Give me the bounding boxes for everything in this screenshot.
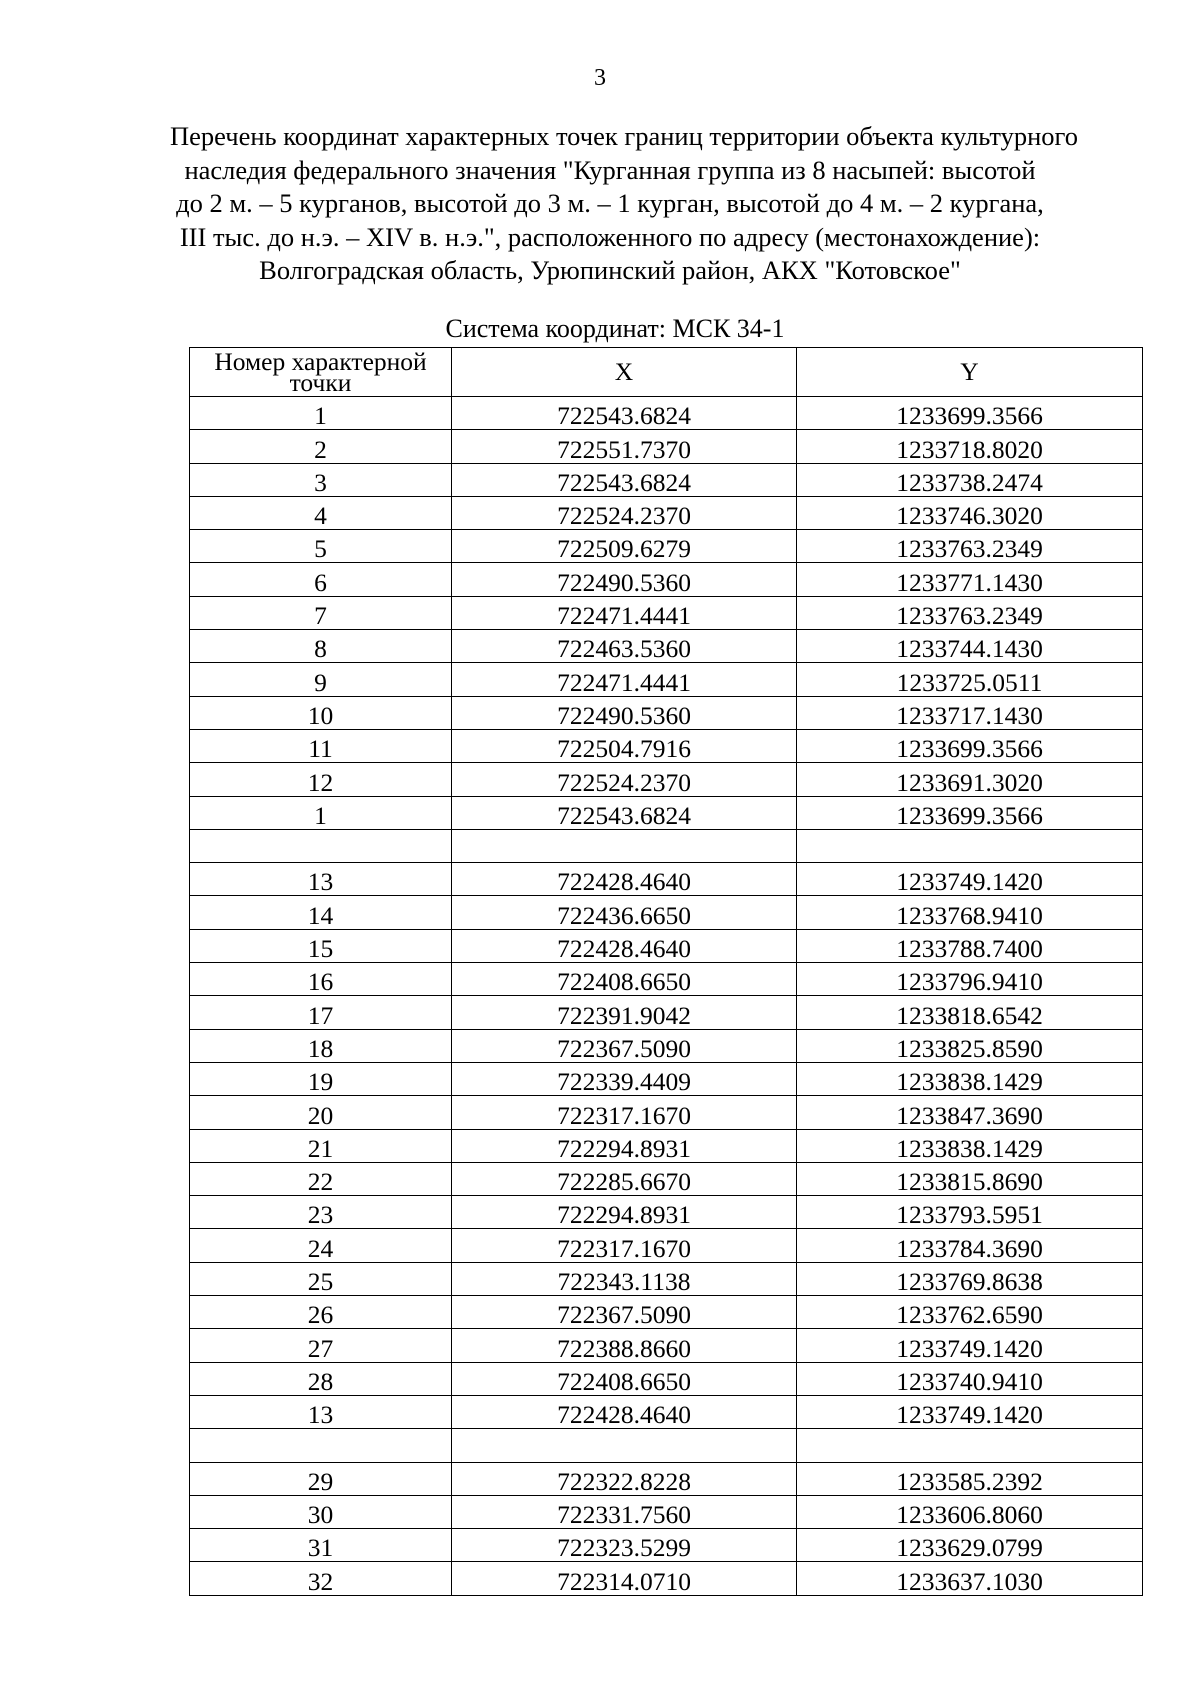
x-coordinate-cell: 722323.5299 (452, 1529, 797, 1562)
table-row (190, 530, 1143, 563)
table-row (190, 1029, 1143, 1062)
point-number-cell: 7 (190, 596, 452, 629)
x-coordinate-cell: 722463.5360 (452, 630, 797, 663)
table-row (190, 1462, 1143, 1495)
table-row (190, 1562, 1143, 1595)
x-coordinate-cell: 722294.8931 (452, 1196, 797, 1229)
point-number-cell: 8 (190, 630, 452, 663)
y-coordinate-cell: 1233818.6542 (797, 996, 1143, 1029)
y-coordinate-cell: 1233788.7400 (797, 929, 1143, 962)
y-coordinate-cell: 1233768.9410 (797, 896, 1143, 929)
point-number-cell: 23 (190, 1196, 452, 1229)
table-row (190, 563, 1143, 596)
point-number-cell: 20 (190, 1096, 452, 1129)
point-number-cell: 25 (190, 1262, 452, 1295)
point-number-cell: 17 (190, 996, 452, 1029)
x-coordinate-cell: 722317.1670 (452, 1229, 797, 1262)
table-row (190, 496, 1143, 529)
x-coordinate-cell: 722428.4640 (452, 929, 797, 962)
title-line: Перечень координат характерных точек границ территории объекта культурного (170, 121, 1078, 151)
table-body (190, 397, 1143, 1596)
table-row (190, 696, 1143, 729)
table-row (190, 463, 1143, 496)
x-coordinate-cell: 722408.6650 (452, 1362, 797, 1395)
point-number-header-line1: Номер характерной (214, 347, 427, 376)
coordinate-system-label: Система координат: МСК 34-1 (445, 314, 785, 343)
point-number-cell: 13 (190, 1395, 452, 1428)
x-coordinate-cell: 722388.8660 (452, 1329, 797, 1362)
y-coordinate-cell (797, 829, 1143, 862)
point-number-cell: 14 (190, 896, 452, 929)
point-number-header (190, 348, 452, 397)
x-coordinate-cell: 722471.4441 (452, 663, 797, 696)
point-number-cell: 2 (190, 430, 452, 463)
table-row (190, 1162, 1143, 1195)
table-row (190, 963, 1143, 996)
table-row (190, 397, 1143, 430)
y-coordinate-cell: 1233796.9410 (797, 963, 1143, 996)
point-number-cell: 21 (190, 1129, 452, 1162)
x-coordinate-cell: 722543.6824 (452, 463, 797, 496)
x-coordinate-cell: 722322.8228 (452, 1462, 797, 1495)
x-coordinate-cell (452, 1429, 797, 1462)
y-coordinate-cell: 1233585.2392 (797, 1462, 1143, 1495)
point-number-cell: 29 (190, 1462, 452, 1495)
table-row (190, 1096, 1143, 1129)
table-row (190, 796, 1143, 829)
y-coordinate-cell: 1233691.3020 (797, 763, 1143, 796)
point-number-cell: 1 (190, 397, 452, 430)
x-coordinate-cell: 722391.9042 (452, 996, 797, 1029)
table-row (190, 1296, 1143, 1329)
x-coordinate-cell: 722490.5360 (452, 563, 797, 596)
table-row (190, 1395, 1143, 1428)
point-number-cell: 10 (190, 696, 452, 729)
y-coordinate-cell: 1233838.1429 (797, 1129, 1143, 1162)
x-coordinate-cell: 722314.0710 (452, 1562, 797, 1595)
point-number-cell: 30 (190, 1495, 452, 1528)
y-coordinate-cell: 1233784.3690 (797, 1229, 1143, 1262)
point-number-cell: 4 (190, 496, 452, 529)
table-row (190, 630, 1143, 663)
title-line: наследия федерального значения "Курганная группа из 8 насыпей: высотой (184, 154, 1036, 185)
table-row (190, 1362, 1143, 1395)
y-coordinate-cell: 1233699.3566 (797, 729, 1143, 762)
x-coordinate-cell: 722331.7560 (452, 1495, 797, 1528)
point-number-cell: 9 (190, 663, 452, 696)
table-row (190, 1329, 1143, 1362)
x-coordinate-cell: 722428.4640 (452, 1395, 797, 1428)
x-coordinate-cell: 722367.5090 (452, 1029, 797, 1062)
point-number-cell: 1 (190, 796, 452, 829)
point-number-cell: 32 (190, 1562, 452, 1595)
x-header: X (452, 348, 797, 397)
title-line: до 2 м. – 5 курганов, высотой до 3 м. – 1 курган, высотой до 4 м. – 2 кургана, (176, 188, 1044, 218)
x-coordinate-cell: 722343.1138 (452, 1262, 797, 1295)
y-coordinate-cell: 1233718.8020 (797, 430, 1143, 463)
point-number-cell: 16 (190, 963, 452, 996)
y-coordinate-cell: 1233825.8590 (797, 1029, 1143, 1062)
y-coordinate-cell: 1233769.8638 (797, 1262, 1143, 1295)
table-row (190, 996, 1143, 1029)
y-coordinate-cell: 1233746.3020 (797, 496, 1143, 529)
table-row (190, 663, 1143, 696)
point-number-cell: 24 (190, 1229, 452, 1262)
point-number-cell (190, 829, 452, 862)
x-coordinate-cell: 722471.4441 (452, 596, 797, 629)
y-coordinate-cell: 1233763.2349 (797, 530, 1143, 563)
y-coordinate-cell: 1233815.8690 (797, 1162, 1143, 1195)
y-coordinate-cell: 1233749.1420 (797, 1395, 1143, 1428)
x-coordinate-cell: 722490.5360 (452, 696, 797, 729)
x-coordinate-cell: 722294.8931 (452, 1129, 797, 1162)
table-row (190, 729, 1143, 762)
y-coordinate-cell: 1233744.1430 (797, 630, 1143, 663)
table-row (190, 929, 1143, 962)
table-row (190, 1529, 1143, 1562)
table-row (190, 863, 1143, 896)
x-coordinate-cell: 722408.6650 (452, 963, 797, 996)
y-coordinate-cell: 1233771.1430 (797, 563, 1143, 596)
point-number-cell: 19 (190, 1062, 452, 1095)
coordinates-table (189, 347, 1143, 1596)
point-number-cell: 22 (190, 1162, 452, 1195)
y-coordinate-cell: 1233763.2349 (797, 596, 1143, 629)
point-number-cell (190, 1429, 452, 1462)
x-coordinate-cell (452, 829, 797, 862)
point-number-header-line2: точки (289, 368, 352, 397)
x-coordinate-cell: 722367.5090 (452, 1296, 797, 1329)
y-coordinate-cell: 1233749.1420 (797, 863, 1143, 896)
table-row (190, 596, 1143, 629)
point-number-cell: 18 (190, 1029, 452, 1062)
y-coordinate-cell: 1233847.3690 (797, 1096, 1143, 1129)
table-row (190, 1062, 1143, 1095)
table-row (190, 1196, 1143, 1229)
table-header-row (190, 348, 1143, 397)
document-title (170, 120, 1078, 288)
table-row (190, 430, 1143, 463)
point-number-cell: 12 (190, 763, 452, 796)
y-coordinate-cell: 1233738.2474 (797, 463, 1143, 496)
x-coordinate-cell: 722524.2370 (452, 763, 797, 796)
point-number-cell: 11 (190, 729, 452, 762)
y-coordinate-cell: 1233637.1030 (797, 1562, 1143, 1595)
table-row (190, 1229, 1143, 1262)
table-row (190, 896, 1143, 929)
y-coordinate-cell: 1233762.6590 (797, 1296, 1143, 1329)
x-coordinate-cell: 722509.6279 (452, 530, 797, 563)
y-coordinate-cell: 1233740.9410 (797, 1362, 1143, 1395)
table-row (190, 1429, 1143, 1462)
y-coordinate-cell: 1233749.1420 (797, 1329, 1143, 1362)
x-coordinate-cell: 722543.6824 (452, 796, 797, 829)
x-coordinate-cell: 722543.6824 (452, 397, 797, 430)
y-coordinate-cell: 1233699.3566 (797, 796, 1143, 829)
y-coordinate-cell: 1233838.1429 (797, 1062, 1143, 1095)
y-coordinate-cell (797, 1429, 1143, 1462)
point-number-cell: 5 (190, 530, 452, 563)
y-coordinate-cell: 1233717.1430 (797, 696, 1143, 729)
point-number-cell: 3 (190, 463, 452, 496)
x-coordinate-cell: 722524.2370 (452, 496, 797, 529)
point-number-cell: 27 (190, 1329, 452, 1362)
point-number-cell: 28 (190, 1362, 452, 1395)
point-number-cell: 31 (190, 1529, 452, 1562)
x-coordinate-cell: 722504.7916 (452, 729, 797, 762)
table-row (190, 763, 1143, 796)
page-number: 3 (594, 65, 606, 91)
point-number-cell: 15 (190, 929, 452, 962)
y-coordinate-cell: 1233606.8060 (797, 1495, 1143, 1528)
x-coordinate-cell: 722317.1670 (452, 1096, 797, 1129)
table-row (190, 1129, 1143, 1162)
table-row (190, 829, 1143, 862)
table-row (190, 1262, 1143, 1295)
x-coordinate-cell: 722428.4640 (452, 863, 797, 896)
point-number-cell: 6 (190, 563, 452, 596)
point-number-cell: 13 (190, 863, 452, 896)
title-line: Волгоградская область, Урюпинский район, АКХ "Котовское" (259, 255, 961, 285)
point-number-cell: 26 (190, 1296, 452, 1329)
x-coordinate-cell: 722285.6670 (452, 1162, 797, 1195)
x-coordinate-cell: 722339.4409 (452, 1062, 797, 1095)
y-coordinate-cell: 1233793.5951 (797, 1196, 1143, 1229)
x-coordinate-cell: 722436.6650 (452, 896, 797, 929)
y-header: Y (797, 348, 1143, 397)
table-row (190, 1495, 1143, 1528)
y-coordinate-cell: 1233699.3566 (797, 397, 1143, 430)
y-coordinate-cell: 1233725.0511 (797, 663, 1143, 696)
y-coordinate-cell: 1233629.0799 (797, 1529, 1143, 1562)
x-coordinate-cell: 722551.7370 (452, 430, 797, 463)
title-line: III тыс. до н.э. – XIV в. н.э.", расположенного по адресу (местонахождение): (179, 221, 1041, 252)
